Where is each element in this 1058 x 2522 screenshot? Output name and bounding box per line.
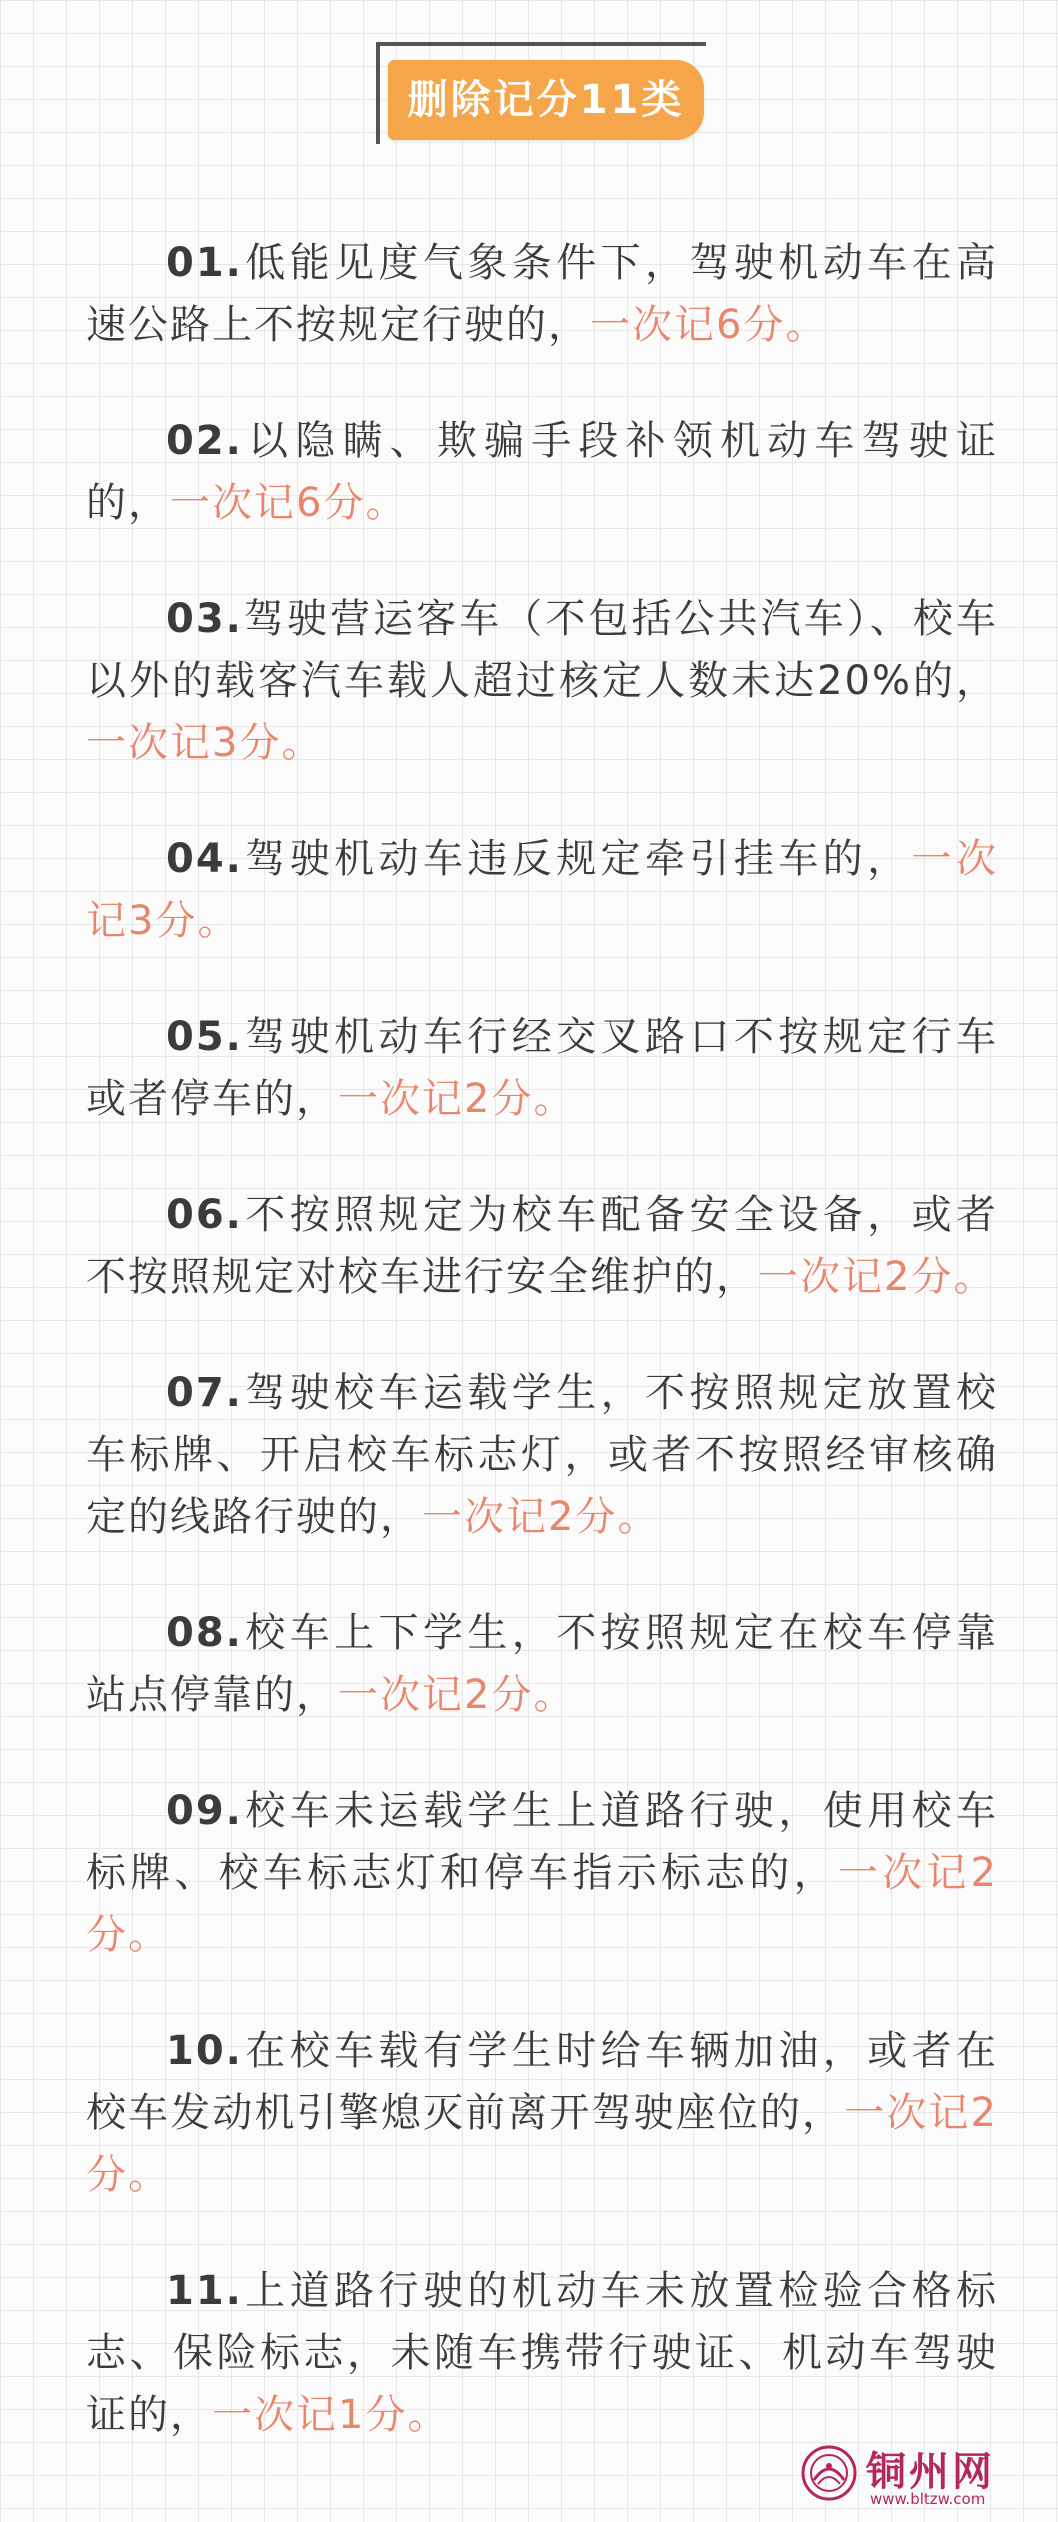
rule-points: 一次记6分。 xyxy=(170,480,408,526)
rule-text: 驾驶机动车行经交叉路口不按规定行车或者停车的， xyxy=(86,1014,998,1122)
rule-number: 02. xyxy=(166,418,243,464)
rule-number: 05. xyxy=(166,1014,243,1060)
rule-number: 08. xyxy=(166,1610,243,1656)
rule-number: 10. xyxy=(166,2028,243,2074)
rule-item-07 xyxy=(86,1362,998,1548)
rule-text: 以隐瞒、欺骗手段补领机动车驾驶证的， xyxy=(86,418,998,526)
rule-number: 09. xyxy=(166,1788,243,1834)
rule-item-06 xyxy=(86,1184,998,1308)
rule-item-03 xyxy=(86,588,998,774)
rule-points: 一次记2分。 xyxy=(338,1672,576,1718)
rule-number: 03. xyxy=(166,596,243,642)
rule-number: 07. xyxy=(166,1370,243,1416)
header-title: 删除记分11类 xyxy=(388,60,704,140)
rule-number: 01. xyxy=(166,240,243,286)
rule-points: 一次记6分。 xyxy=(590,302,828,348)
rule-points: 一次记2分。 xyxy=(422,1494,660,1540)
rule-text: 在校车载有学生时给车辆加油，或者在校车发动机引擎熄灭前离开驾驶座位的， xyxy=(86,2028,998,2136)
site-watermark xyxy=(800,2438,1040,2510)
rule-item-09 xyxy=(86,1780,998,1966)
logo-icon xyxy=(800,2444,858,2502)
rule-text: 校车未运载学生上道路行驶，使用校车标牌、校车标志灯和停车指示标志的， xyxy=(86,1788,998,1896)
rule-item-10 xyxy=(86,2020,998,2206)
rule-item-08 xyxy=(86,1602,998,1726)
header-frame-top xyxy=(376,42,706,46)
header-frame-left xyxy=(376,42,380,144)
rule-points: 一次记2分。 xyxy=(758,1254,996,1300)
rule-points: 一次记2分。 xyxy=(86,2090,999,2198)
rule-item-04 xyxy=(86,828,998,952)
watermark-url: www.bltzw.com xyxy=(870,2490,986,2508)
rule-points: 一次记3分。 xyxy=(86,720,324,766)
rule-points: 一次记3分。 xyxy=(86,836,999,944)
watermark-site-name: 铜州网 xyxy=(866,2448,995,2495)
rule-item-01 xyxy=(86,232,998,356)
rule-list xyxy=(86,232,998,2500)
section-header xyxy=(376,42,706,152)
rule-number: 04. xyxy=(166,836,243,882)
rule-points: 一次记1分。 xyxy=(212,2392,450,2438)
rule-text: 不按照规定为校车配备安全设备，或者不按照规定对校车进行安全维护的， xyxy=(86,1192,998,1300)
rule-item-02 xyxy=(86,410,998,534)
rule-item-05 xyxy=(86,1006,998,1130)
rule-number: 06. xyxy=(166,1192,243,1238)
rule-points: 一次记2分。 xyxy=(86,1850,999,1958)
rule-text: 校车上下学生，不按照规定在校车停靠站点停靠的， xyxy=(86,1610,998,1718)
rule-item-11 xyxy=(86,2260,998,2446)
rule-text: 上道路行驶的机动车未放置检验合格标志、保险标志，未随车携带行驶证、机动车驾驶证的， xyxy=(86,2268,998,2438)
rule-text: 驾驶校车运载学生，不按照规定放置校车标牌、开启校车标志灯，或者不按照经审核确定的线路行驶的， xyxy=(86,1370,998,1540)
rule-number: 11. xyxy=(166,2268,243,2314)
rule-text: 驾驶营运客车（不包括公共汽车）、校车以外的载客汽车载人超过核定人数未达20%的， xyxy=(86,596,998,704)
rule-text: 低能见度气象条件下，驾驶机动车在高速公路上不按规定行驶的， xyxy=(86,240,998,348)
rule-text: 驾驶机动车违反规定牵引挂车的， xyxy=(242,836,912,882)
rule-points: 一次记2分。 xyxy=(338,1076,576,1122)
